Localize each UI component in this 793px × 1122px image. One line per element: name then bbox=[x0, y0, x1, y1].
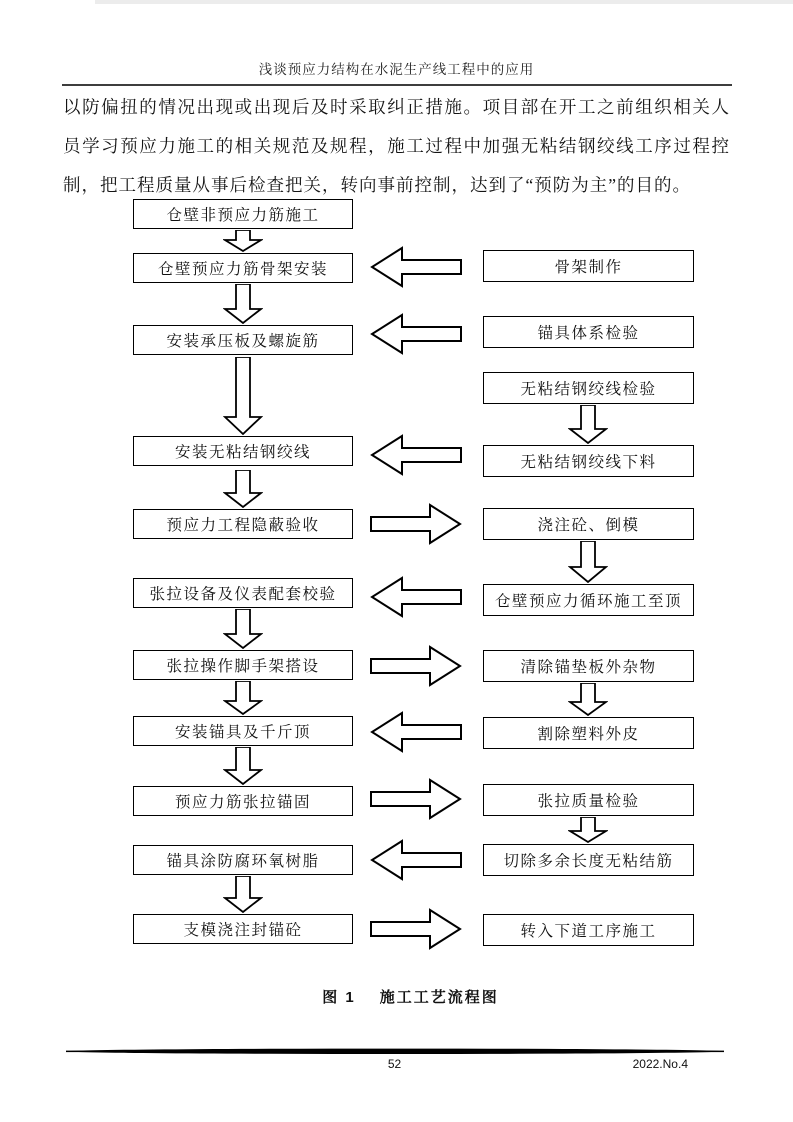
flow-step-right: 骨架制作 bbox=[483, 250, 694, 282]
flow-step-right: 浇注砼、倒模 bbox=[483, 508, 694, 540]
arrow-down-icon bbox=[568, 817, 608, 843]
running-title: 浅谈预应力结构在水泥生产线工程中的应用 bbox=[258, 62, 535, 77]
arrow-down-icon bbox=[568, 405, 608, 444]
flow-step-right: 转入下道工序施工 bbox=[483, 914, 694, 946]
arrow-down-icon bbox=[223, 609, 263, 649]
flow-step-left: 张拉操作脚手架搭设 bbox=[133, 650, 353, 680]
page-number: 52 bbox=[387, 1057, 402, 1071]
flow-step-left: 支模浇注封锚砼 bbox=[133, 914, 353, 944]
figure-caption bbox=[14, 986, 793, 1007]
arrow-down-icon bbox=[223, 681, 263, 715]
arrow-down-icon bbox=[223, 470, 263, 508]
arrow-down-icon bbox=[568, 541, 608, 583]
body-paragraph bbox=[63, 88, 730, 205]
arrow-down-icon bbox=[223, 357, 263, 435]
arrow-right-icon bbox=[370, 777, 462, 821]
flow-step-left: 安装锚具及千斤顶 bbox=[133, 716, 353, 746]
arrow-down-icon bbox=[223, 230, 263, 252]
flow-step-left: 仓壁预应力筋骨架安装 bbox=[133, 253, 353, 283]
body-line: 制，把工程质量从事后检查把关，转向事前控制，达到了“预防为主”的目的。 bbox=[63, 175, 692, 195]
flow-step-right: 无粘结钢绞线下料 bbox=[483, 445, 694, 477]
flow-step-left: 仓壁非预应力筋施工 bbox=[133, 199, 353, 229]
flow-step-left: 安装无粘结钢绞线 bbox=[133, 436, 353, 466]
arrow-right-icon bbox=[370, 907, 462, 951]
flow-step-left: 锚具涂防腐环氧树脂 bbox=[133, 845, 353, 875]
issue-number: 2022.No.4 bbox=[632, 1057, 688, 1071]
arrow-down-icon bbox=[223, 284, 263, 324]
flow-step-right: 锚具体系检验 bbox=[483, 316, 694, 348]
figure-caption-label: 图 1 bbox=[322, 989, 356, 1006]
flow-step-left: 安装承压板及螺旋筋 bbox=[133, 325, 353, 355]
arrow-left-icon bbox=[370, 433, 462, 477]
flow-step-left: 张拉设备及仪表配套校验 bbox=[133, 578, 353, 608]
arrow-right-icon bbox=[370, 644, 462, 688]
flow-step-left: 预应力筋张拉锚固 bbox=[133, 786, 353, 816]
arrow-left-icon bbox=[370, 575, 462, 619]
flow-step-right: 张拉质量检验 bbox=[483, 784, 694, 816]
flow-step-right: 割除塑料外皮 bbox=[483, 717, 694, 749]
flow-step-left: 预应力工程隐蔽验收 bbox=[133, 509, 353, 539]
arrow-down-icon bbox=[568, 683, 608, 716]
arrow-left-icon bbox=[370, 710, 462, 754]
scan-artifact bbox=[95, 0, 793, 4]
arrow-down-icon bbox=[223, 876, 263, 913]
body-line: 以防偏扭的情况出现或出现后及时采取纠正措施。项目部在开工之前组织相关人 bbox=[63, 97, 730, 117]
arrow-left-icon bbox=[370, 838, 462, 882]
header-rule bbox=[62, 84, 732, 86]
flow-step-right: 切除多余长度无粘结筋 bbox=[483, 844, 694, 876]
figure-caption-title: 施工工艺流程图 bbox=[379, 989, 499, 1006]
arrow-right-icon bbox=[370, 502, 462, 546]
arrow-down-icon bbox=[223, 747, 263, 785]
arrow-left-icon bbox=[370, 245, 462, 289]
flow-step-right: 无粘结钢绞线检验 bbox=[483, 372, 694, 404]
body-line: 员学习预应力施工的相关规范及规程，施工过程中加强无粘结钢绞线工序过程控 bbox=[63, 136, 730, 156]
flow-step-right: 仓壁预应力循环施工至顶 bbox=[483, 584, 694, 616]
flow-step-right: 清除锚垫板外杂物 bbox=[483, 650, 694, 682]
arrow-left-icon bbox=[370, 312, 462, 356]
footer-rule bbox=[66, 1047, 724, 1056]
